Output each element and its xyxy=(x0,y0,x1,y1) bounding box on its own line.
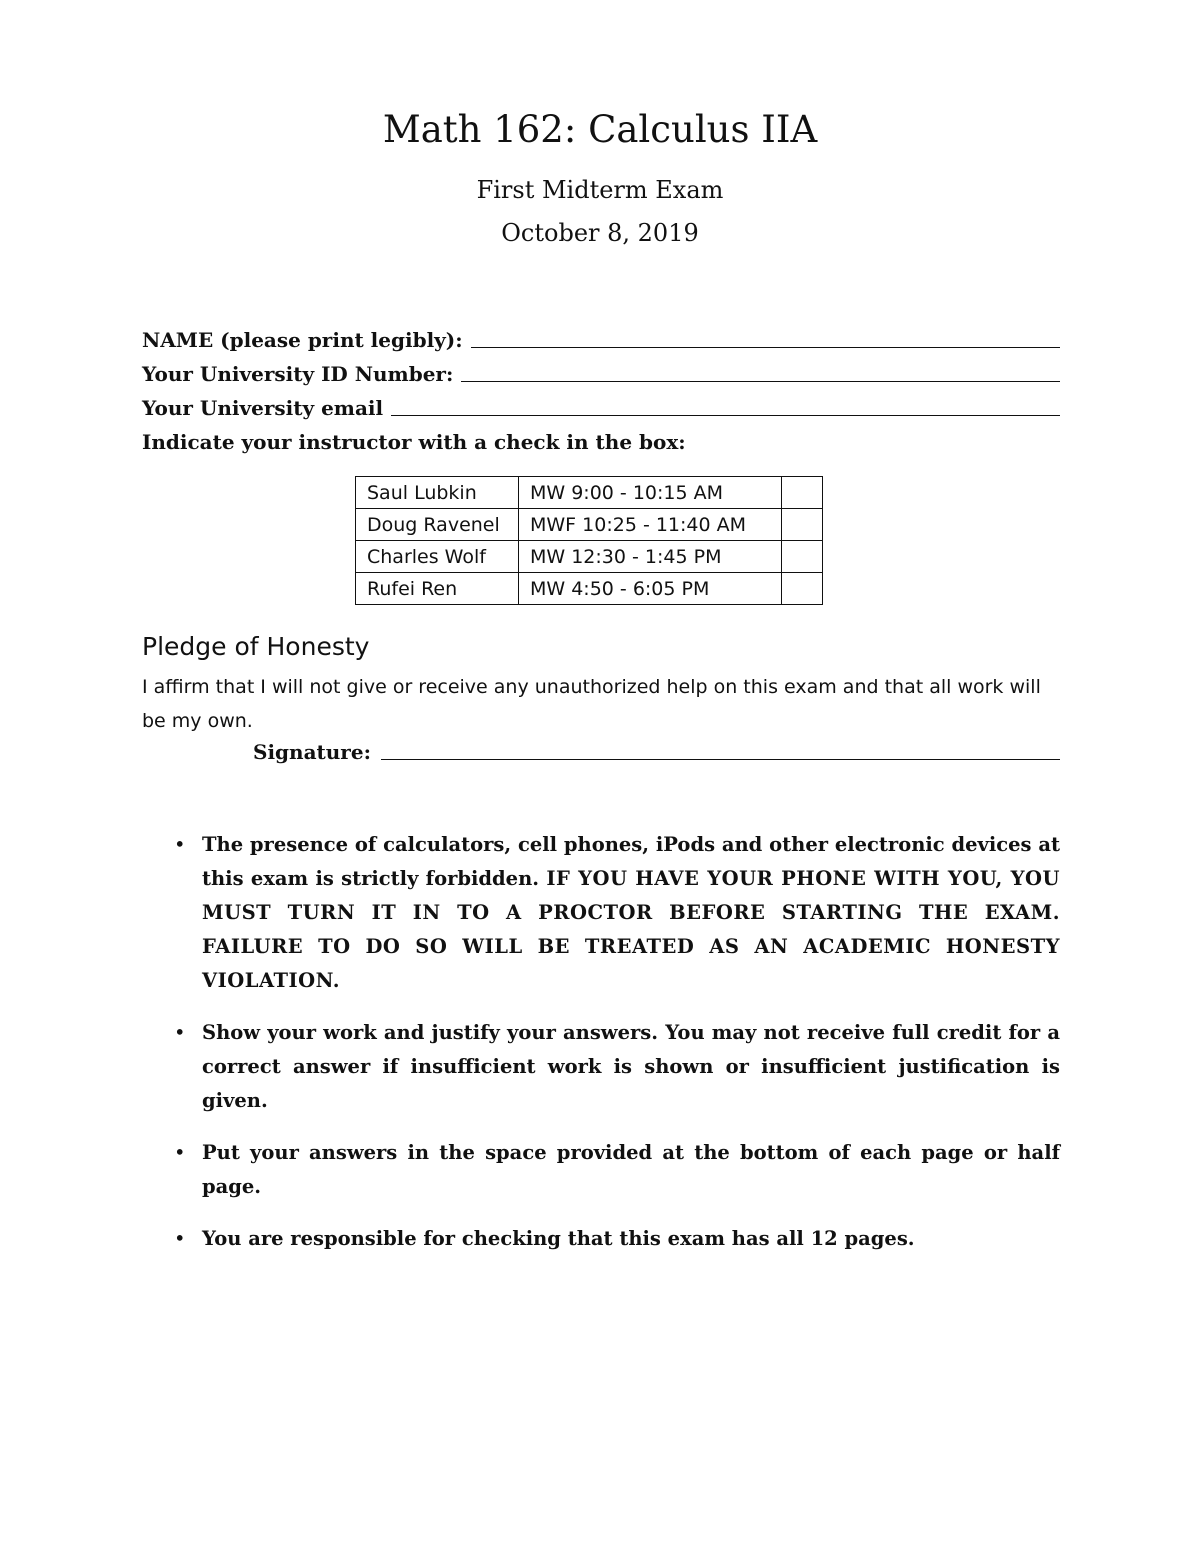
instructor-time: MW 9:00 - 10:15 AM xyxy=(519,477,782,509)
bullet: • xyxy=(174,1141,186,1164)
university-email-field[interactable] xyxy=(142,394,1060,420)
instructor-time: MW 4:50 - 6:05 PM xyxy=(519,573,782,605)
university-id-field[interactable] xyxy=(142,360,1060,386)
instructor-time: MWF 10:25 - 11:40 AM xyxy=(519,509,782,541)
university-id-label: Your University ID Number: xyxy=(142,362,454,386)
name-field[interactable] xyxy=(142,326,1060,352)
bullet: • xyxy=(174,1021,186,1044)
rule-text-emphasis: IF YOU HAVE YOUR PHONE WITH YOU, YOU MUST TURN IT IN TO A PROCTOR BEFORE STARTING THE EXAM. FAILURE TO DO SO WILL BE TREATED AS AN ACADEMIC HONESTY VIOLATION. xyxy=(202,867,1061,992)
table-row xyxy=(356,477,823,509)
table-row xyxy=(356,541,823,573)
rule-text: The presence of calculators, cell phones, iPods and other electronic devices at this exam is strictly forbidden. xyxy=(202,833,1060,890)
instructor-checkbox[interactable] xyxy=(782,541,823,573)
instructor-name: Saul Lubkin xyxy=(356,477,519,509)
signature-line[interactable] xyxy=(381,758,1060,760)
rule-text: Show your work and justify your answers. You may not receive full credit for a correct answer if insufficient work is shown or insufficient justification is given. xyxy=(202,1021,1060,1112)
rule-text: You are responsible for checking that this exam has all 12 pages. xyxy=(202,1227,915,1250)
instructor-name: Doug Ravenel xyxy=(356,509,519,541)
signature-label: Signature: xyxy=(253,740,371,764)
rule-text: Put your answers in the space provided at the bottom of each page or half page. xyxy=(202,1141,1060,1198)
instructor-name: Rufei Ren xyxy=(356,573,519,605)
instructor-table xyxy=(355,476,823,605)
exam-subtitle: First Midterm Exam xyxy=(476,176,724,204)
instructor-checkbox[interactable] xyxy=(782,477,823,509)
university-email-line[interactable] xyxy=(391,414,1060,416)
exam-date: October 8, 2019 xyxy=(501,219,699,247)
list-item xyxy=(172,1136,1060,1204)
table-row xyxy=(356,573,823,605)
instructor-time: MW 12:30 - 1:45 PM xyxy=(519,541,782,573)
instructor-prompt: Indicate your instructor with a check in the box: xyxy=(142,430,686,454)
instructor-name: Charles Wolf xyxy=(356,541,519,573)
university-email-label: Your University email xyxy=(142,396,384,420)
bullet: • xyxy=(174,833,186,856)
pledge-heading: Pledge of Honesty xyxy=(142,632,370,661)
name-field-line[interactable] xyxy=(471,346,1060,348)
instructor-checkbox[interactable] xyxy=(782,509,823,541)
bullet: • xyxy=(174,1227,186,1250)
signature-field[interactable] xyxy=(253,738,1060,764)
list-item xyxy=(172,828,1060,998)
table-row xyxy=(356,509,823,541)
pledge-text: I affirm that I will not give or receive any unauthorized help on this exam and that all work will be my own. xyxy=(142,676,1041,732)
name-field-label: NAME (please print legibly): xyxy=(142,328,463,352)
exam-title: Math 162: Calculus IIA xyxy=(382,108,818,151)
list-item xyxy=(172,1016,1060,1118)
exam-rules-list xyxy=(172,828,1060,1274)
instructor-checkbox[interactable] xyxy=(782,573,823,605)
university-id-line[interactable] xyxy=(461,380,1060,382)
list-item xyxy=(172,1222,1060,1256)
